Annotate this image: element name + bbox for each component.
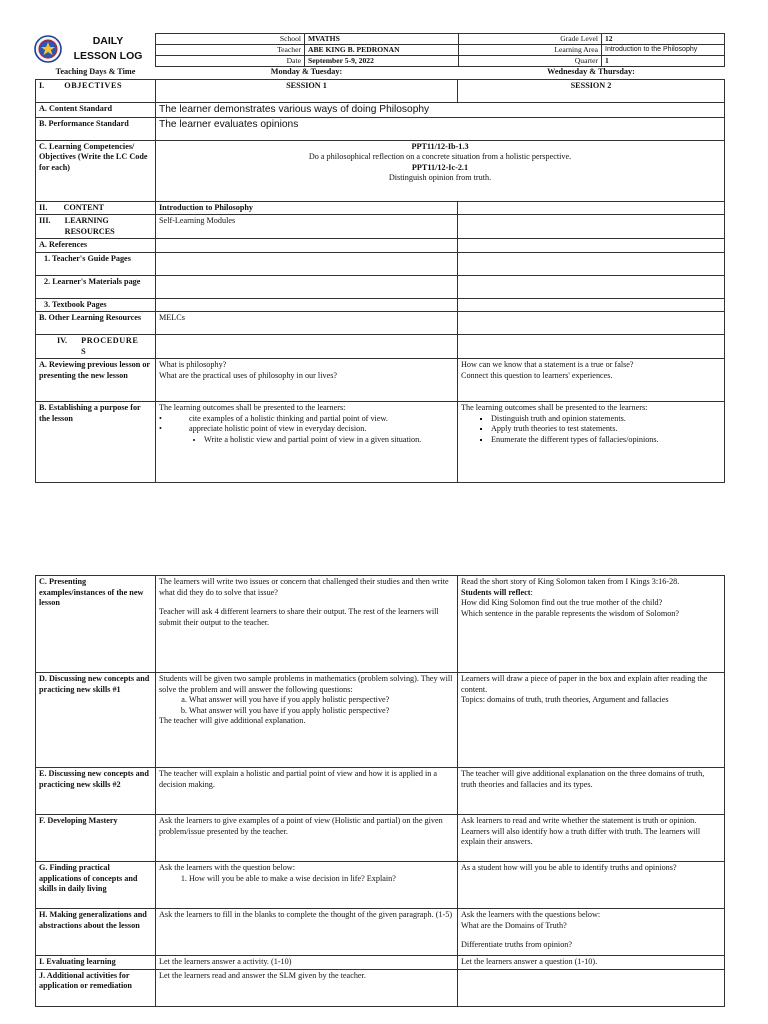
teacher-value: ABE KING B. PEDRONAN (305, 45, 459, 56)
learners-materials-row (36, 275, 725, 298)
learning-resources-label (36, 215, 156, 239)
textbook-pages-label: 3. Textbook Pages (36, 298, 156, 312)
purpose-s2-item3: ▪ Enumerate the different types of fallacies/opinions. (491, 435, 721, 446)
learning-resources-text: LEARNING RESOURCES (64, 216, 115, 236)
procedures-num: IV. (57, 336, 68, 346)
other-resources-value: MELCs (156, 312, 458, 335)
references-label: A. References (36, 239, 156, 253)
date-label: Date (156, 56, 305, 67)
other-resources-session2 (458, 312, 725, 335)
applications-s1-item1: 1. How will you be able to make a wise decision in life? Explain? (189, 874, 454, 885)
competencies-value (156, 140, 725, 201)
purpose-s2-item2: ▪ Apply truth theories to test statements. (491, 424, 721, 435)
discussing2-session1: The teacher will explain a holistic and partial point of view and how it is applied in a decision making. (156, 768, 458, 815)
procedures-row (36, 335, 725, 359)
purpose-label: B. Establishing a purpose for the lesson (36, 402, 156, 483)
purpose-s1-item1: • cite examples of a holistic thinking and partial point of view. (159, 413, 388, 423)
purpose-s1-item3: • Write a holistic view and partial point of view in a given situation. (204, 435, 454, 446)
school-value: MVATHS (305, 34, 459, 45)
purpose-s1-intro: The learning outcomes shall be presented to the learners: (159, 403, 346, 413)
discussing1-s1-b: b. What answer will you have if you apply holistic perspective? (189, 706, 454, 717)
teachers-guide-session1 (156, 252, 458, 275)
content-text: CONTENT (63, 202, 104, 212)
other-resources-label: B. Other Learning Resources (36, 312, 156, 335)
presenting-s2-q2: Which sentence in the parable represents the wisdom of Solomon? (461, 608, 680, 618)
session1-days: Monday & Tuesday: (270, 67, 343, 76)
reviewing-label: A. Reviewing previous lesson or presenting the new lesson (36, 359, 156, 402)
school-label: School (156, 34, 305, 45)
generalizations-row (36, 909, 725, 956)
grade-level-value: 12 (602, 34, 725, 45)
evaluating-label: I. Evaluating learning (36, 956, 156, 970)
learning-resources-value: Self-Learning Modules (156, 215, 458, 239)
additional-session2 (458, 969, 725, 1006)
references-row (36, 239, 725, 253)
reviewing-row (36, 359, 725, 402)
mastery-row (36, 815, 725, 862)
mastery-s2-p2: Learners will also identify how a truth differ with truth. The learners will explain their answers. (461, 826, 701, 846)
teacher-label: Teacher (156, 45, 305, 56)
purpose-s2-intro: The learning outcomes shall be presented to the learners: (461, 403, 648, 413)
applications-s1-intro: Ask the learners with the question below: (159, 863, 295, 872)
discussing1-session1 (156, 673, 458, 768)
session2-days: Wednesday & Thursday: (547, 67, 635, 76)
discussing1-session2 (458, 673, 725, 768)
additional-label: J. Additional activities for application or remediation (36, 969, 156, 1006)
purpose-row (36, 402, 725, 483)
purpose-s2-item1: ▪ Distinguish truth and opinion statements. (491, 414, 721, 425)
reviewing-s2-line2: Connect this question to learners' experiences. (461, 370, 613, 380)
evaluating-session2: Let the learners answer a question (1-10). (458, 956, 725, 970)
procedures-text: PROCEDURES (81, 336, 139, 356)
textbook-pages-row (36, 298, 725, 312)
date-value: September 5-9, 2022 (305, 56, 459, 67)
generalizations-label: H. Making generalizations and abstractions about the lesson (36, 909, 156, 956)
other-resources-row (36, 312, 725, 335)
discussing1-s2-p2: Topics: domains of truth, truth theories, Argument and fallacies (461, 695, 669, 704)
objectives-label (36, 79, 156, 102)
document-title (62, 34, 154, 63)
competency-code-2: PPT11/12-Ic-2.1 (411, 162, 469, 172)
reviewing-s1-line1: What is philosophy? (159, 360, 227, 370)
learning-area-label: Learning Area (459, 45, 602, 56)
lesson-log-table-page2 (35, 575, 725, 1007)
mastery-session2 (458, 815, 725, 862)
discussing2-session2: The teacher will give additional explanation on the three domains of truth, truth theories and fallacies and its types. (458, 768, 725, 815)
reviewing-s1-line2: What are the practical uses of philosophy in our lives? (159, 370, 338, 380)
procedures-session1 (156, 335, 458, 359)
teachers-guide-row (36, 252, 725, 275)
header-table (155, 33, 725, 67)
presenting-s2-p1: Read the short story of King Solomon taken from I Kings 3:16-28. (461, 577, 680, 586)
applications-session2: As a student how will you be able to identify truths and opinions? (458, 862, 725, 909)
additional-session1: Let the learners read and answer the SLM given by the teacher. (156, 969, 458, 1006)
presenting-s1-p2: Teacher will ask 4 different learners to share their output. The rest of the learners will submit their output to the teacher. (159, 607, 439, 627)
generalizations-s2-p2: What are the Domains of Truth? (461, 920, 567, 930)
deped-seal (34, 35, 62, 63)
reviewing-session2 (458, 359, 725, 402)
learning-resources-row (36, 215, 725, 239)
applications-label: G. Finding practical applications of concepts and skills in daily living (36, 862, 156, 909)
grade-level-label: Grade Level (459, 34, 602, 45)
performance-standard-row (36, 117, 725, 140)
procedures-session2 (458, 335, 725, 359)
mastery-label: F. Developing Mastery (36, 815, 156, 862)
content-session2 (458, 201, 725, 215)
competency-text-1: Do a philosophical reflection on a concrete situation from a holistic perspective. (308, 152, 572, 162)
discussing1-s2-p1: Learners will draw a piece of paper in the box and explain after reading the content. (461, 674, 708, 694)
applications-session1 (156, 862, 458, 909)
teachers-guide-session2 (458, 252, 725, 275)
procedures-label (36, 335, 156, 359)
learners-materials-label: 2. Learner's Materials page (36, 275, 156, 298)
session1-heading: SESSION 1 (156, 79, 458, 102)
bullet-icon: • (159, 413, 162, 423)
generalizations-session2 (458, 909, 725, 956)
performance-standard-label: B. Performance Standard (36, 117, 156, 140)
textbook-pages-session1 (156, 298, 458, 312)
title-line-2: LESSON LOG (73, 49, 143, 62)
discussing2-label: E. Discussing new concepts and practicing new skills #2 (36, 768, 156, 815)
evaluating-row (36, 956, 725, 970)
reviewing-session1 (156, 359, 458, 402)
discussing1-s1-a: a. What answer will you have if you apply holistic perspective? (189, 695, 454, 706)
content-label (36, 201, 156, 215)
discussing1-s1-p2: The teacher will give additional explanation. (159, 716, 306, 725)
objectives-row (36, 79, 725, 102)
presenting-row (36, 576, 725, 673)
references-session2 (458, 239, 725, 253)
discussing2-row (36, 768, 725, 815)
content-standard-label: A. Content Standard (36, 102, 156, 117)
textbook-pages-session2 (458, 298, 725, 312)
objectives-num: I. (39, 80, 45, 90)
performance-standard-value: The learner evaluates opinions (156, 117, 725, 140)
learning-area-value: Introduction to the Philosophy (602, 45, 725, 56)
competencies-row (36, 140, 725, 201)
title-line-1: DAILY (92, 35, 124, 47)
evaluating-session1: Let the learners answer a activity. (1-10) (156, 956, 458, 970)
quarter-label: Quarter (459, 56, 602, 67)
session2-heading: SESSION 2 (458, 79, 725, 102)
discussing1-label: D. Discussing new concepts and practicing new skills #1 (36, 673, 156, 768)
content-value: Introduction to Philosophy (156, 201, 458, 215)
generalizations-s2-p3: Differentiate truths from opinion? (461, 940, 573, 949)
presenting-session1 (156, 576, 458, 673)
teaching-days-row (36, 66, 725, 79)
bullet-icon: • (159, 424, 162, 434)
presenting-session2: Read the short story of King Solomon taken from I Kings 3:16-28. Students will reflect: How did King Solomon find out the true mother of the child? Which sentence in the parable represents the wisdom of Solomon? (458, 576, 725, 673)
content-row (36, 201, 725, 215)
generalizations-session1: Ask the learners to fill in the blanks to complete the thought of the given paragraph. (1-5) (156, 909, 458, 956)
presenting-label: C. Presenting examples/instances of the new lesson (36, 576, 156, 673)
learners-materials-session1 (156, 275, 458, 298)
generalizations-s2-p1: Ask the learners with the questions below: (461, 910, 601, 919)
reviewing-s2-line1: How can we know that a statement is a true or false? (461, 360, 634, 370)
purpose-s1-item2: • appreciate holistic point of view in everyday decision. (159, 424, 367, 434)
quarter-value: 1 (602, 56, 725, 67)
mastery-s2-p1: Ask learners to read and write whether the statement is truth or opinion. (461, 816, 697, 825)
content-num: II. (39, 202, 48, 212)
lesson-log-table-page1 (35, 66, 725, 483)
additional-row (36, 969, 725, 1006)
competency-code-1: PPT11/12-Ib-1.3 (411, 141, 469, 151)
learning-resources-session2 (458, 215, 725, 239)
mastery-session1: Ask the learners to give examples of a point of view (Holistic and partial) on the given problem/issue presented by the teacher. (156, 815, 458, 862)
content-standard-value: The learner demonstrates various ways of doing Philosophy (156, 102, 725, 117)
purpose-session1 (156, 402, 458, 483)
competencies-label: C. Learning Competencies/ Objectives (Write the LC Code for each) (36, 140, 156, 201)
discussing1-s1-p1: Students will be given two sample problems in mathematics (problem solving). They will solve the problem and will answer the following questions: (159, 674, 453, 694)
competency-text-2: Distinguish opinion from truth. (388, 173, 492, 183)
content-standard-row (36, 102, 725, 117)
teachers-guide-label: 1. Teacher's Guide Pages (36, 252, 156, 275)
presenting-s1-p1: The learners will write two issues or concern that challenged their studies and then write what did they do to solve that issue? (159, 577, 449, 597)
references-session1 (156, 239, 458, 253)
learning-resources-num: III. (39, 216, 51, 226)
applications-row (36, 862, 725, 909)
presenting-s2-q1: How did King Solomon find out the true mother of the child? (461, 598, 663, 607)
teaching-days-label: Teaching Days & Time (55, 67, 136, 76)
presenting-s2-reflect: Students will reflect (461, 587, 531, 597)
discussing1-row (36, 673, 725, 768)
learners-materials-session2 (458, 275, 725, 298)
objectives-text: OBJECTIVES (64, 80, 123, 90)
purpose-session2 (458, 402, 725, 483)
